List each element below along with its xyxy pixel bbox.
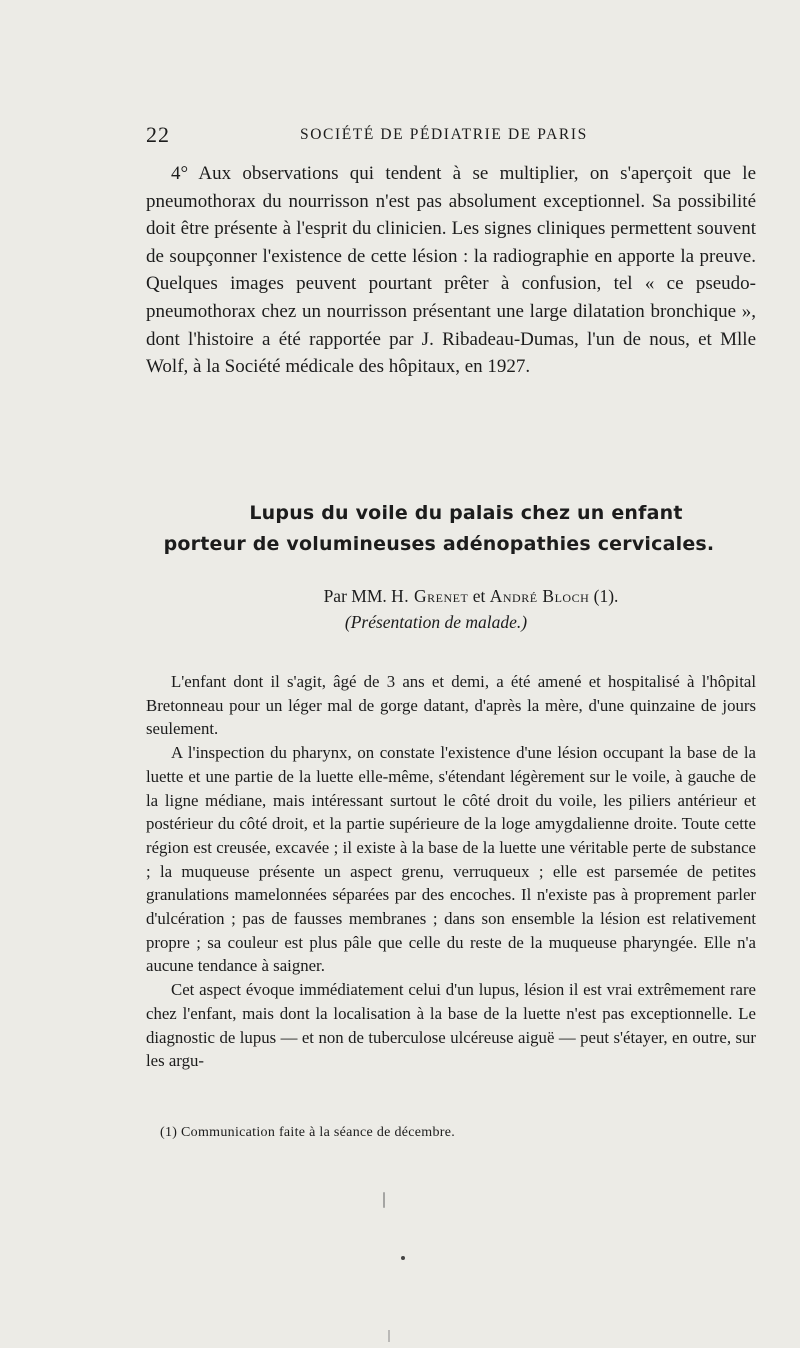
presentation-note — [146, 612, 756, 633]
author-2: André Bloch — [489, 586, 590, 606]
article-title — [146, 498, 756, 560]
scan-speck — [383, 1192, 385, 1208]
page-number: 22 — [146, 122, 170, 147]
scan-speck — [388, 1330, 390, 1342]
scan-speck — [401, 1256, 405, 1260]
authors-prefix: Par MM. — [323, 586, 387, 606]
footnote: (1) Communication faite à la séance de décembre. — [160, 1125, 456, 1140]
author-line — [146, 586, 756, 607]
running-head — [146, 122, 756, 148]
author-1: H. Grenet — [391, 586, 469, 606]
body-paragraph: L'enfant dont il s'agit, âgé de 3 ans et demi, a été amené et hospitalisé à l'hôpital Bretonneau pour un léger mal de gorge datant, d'après la mère, d'une quinzaine de jours seulement. — [146, 672, 756, 739]
presentation-text: (Présentation de malade.) — [344, 612, 528, 632]
article-title-line-1: Lupus du voile du palais chez un enfant — [249, 502, 683, 524]
footnote-reference: (1). — [593, 586, 619, 606]
conclusion-paragraph: 4° Aux observations qui tendent à se multiplier, on s'aperçoit que le pneumothorax du nourrisson n'est pas absolument exceptionnel. Sa possibilité doit être présente à l'esprit du clinicien. Les signes cliniques permettent souvent de soupçonner l'existence de cette lésion : la radiographie en apporte la preuve. Quelques images peuvent pourtant prêter à confusion, tel « ce pseudo-pneumothorax chez un nourrisson présentant une large dilatation bronchique », dont l'histoire a été rapportée par J. Ribadeau-Dumas, l'un de nous, et Mlle Wolf, à la Société médicale des hôpitaux, en 1927. — [146, 163, 756, 378]
body-paragraph: A l'inspection du pharynx, on constate l'existence d'une lésion occupant la base de la luette et une partie de la luette elle-même, s'étendant légèrement sur le voile, à gauche de la ligne médiane, mais intéressant surtout le côté droit du voile, les piliers antérieur et postérieur du côté droit, et la partie supérieure de la loge amygdalienne droite. Toute cette région est creusée, excavée ; il existe à la base de la luette une véritable perte de substance ; la muqueuse présente un aspect grenu, verruqueux ; elle est parsemée de petites granulations mamelonnées séparées par des encoches. Il n'existe pas à proprement parler d'ulcération ; pas de fausses membranes ; dans son ensemble la lésion est relativement propre ; sa couleur est plus pâle que celle du reste de la muqueuse pharyngée. Elle n'a aucune tendance à saigner. — [146, 743, 756, 976]
authors-conjunction: et — [472, 586, 486, 606]
journal-title: SOCIÉTÉ DE PÉDIATRIE DE PARIS — [300, 126, 588, 143]
body-paragraph: Cet aspect évoque immédiatement celui d'un lupus, lésion il est vrai extrêmement rare chez l'enfant, mais dont la localisation à la base de la luette n'est pas exceptionnelle. Le diagnostic de lupus — et non de tuberculose ulcéreuse aiguë — peut s'étayer, en outre, sur les argu- — [146, 980, 756, 1071]
article-title-line-2: porteur de volumineuses adénopathies cervicales. — [163, 533, 715, 555]
previous-article-conclusion — [146, 160, 756, 381]
article-body — [146, 670, 756, 1073]
